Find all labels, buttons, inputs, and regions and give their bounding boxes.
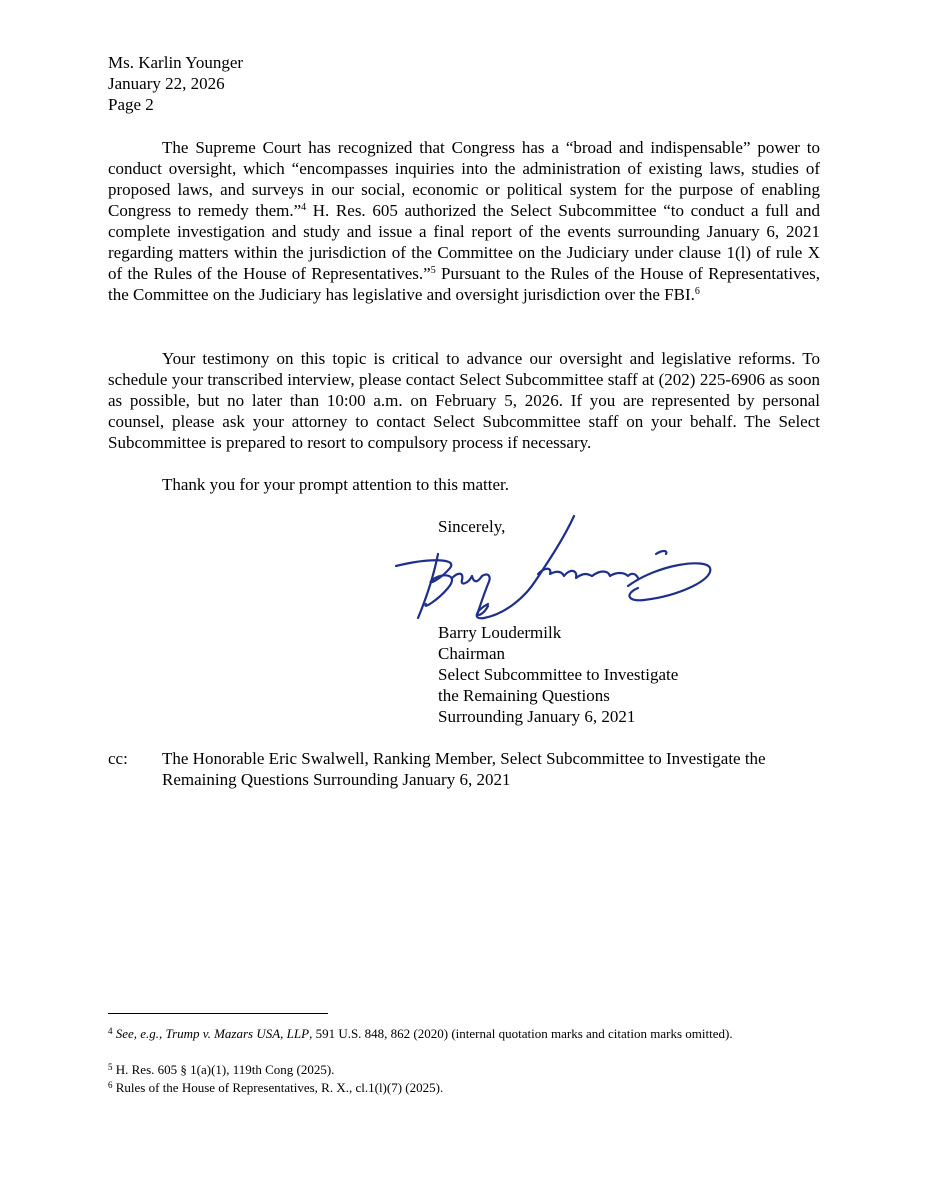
signer-name: Barry Loudermilk bbox=[438, 623, 562, 642]
paragraph-oversight-part-c: Pursuant to the Rules of the House of Representatives, the Committee on the Judiciary has legislative and oversight jurisdiction over the FBI. bbox=[108, 264, 821, 304]
footnote-4 bbox=[108, 1026, 820, 1042]
signer-title: Chairman bbox=[438, 644, 506, 663]
footnote-ref-4: 4 bbox=[301, 202, 307, 214]
paragraph-oversight bbox=[108, 137, 820, 305]
signer-org-line-1: Select Subcommittee to Investigate bbox=[438, 665, 679, 684]
page-number: Page 2 bbox=[108, 95, 154, 114]
footnote-6 bbox=[108, 1080, 820, 1096]
signer-org-line-3: Surrounding January 6, 2021 bbox=[438, 707, 636, 726]
recipient-name: Ms. Karlin Younger bbox=[108, 53, 244, 72]
signature-block bbox=[438, 622, 678, 727]
paragraph-testimony-text: Your testimony on this topic is critical to advance our oversight and legislative reforms. To schedule your transcribed interview, please contact Select Subcommittee staff at (202) 225-6906 as soon as possible, but no later than 10:00 a.m. on February 5, 2026. If you are represented by personal counsel, please ask your attorney to contact Select Subcommittee staff on your behalf. The Select Subcommittee is prepared to resort to compulsory process if necessary. bbox=[108, 349, 820, 452]
salutation-text: Sincerely, bbox=[438, 517, 506, 536]
letter-date: January 22, 2026 bbox=[108, 74, 225, 93]
footnote-4-number: 4 bbox=[108, 1025, 113, 1036]
signer-org-line-2: the Remaining Questions bbox=[438, 686, 610, 705]
footnote-5 bbox=[108, 1062, 820, 1078]
paragraph-oversight-part-b: H. Res. 605 authorized the Select Subcommittee “to conduct a full and complete investigation and study and issue a final report of the events surrounding January 6, 2021 regarding matters within the jurisdiction of the Committee on the Judiciary under clause 1(l) of rule X of the Rules of the House of Representatives.” bbox=[108, 201, 820, 283]
footnote-divider bbox=[108, 1013, 328, 1014]
paragraph-oversight-part-a: The Supreme Court has recognized that Congress has a “broad and indispensable” power to conduct oversight, which “encompasses inquiries into the administration of existing laws, studies of proposed laws, and surveys in our social, economic or political system for the purpose of enabling Congress to remedy them.” bbox=[108, 138, 820, 220]
paragraph-testimony bbox=[108, 348, 820, 453]
footnote-4-citation: See, e.g., Trump v. Mazars USA, LLP bbox=[115, 1026, 310, 1041]
paragraph-thanks bbox=[108, 474, 820, 495]
footnote-6-text: Rules of the House of Representatives, R. X., cl.1(l)(7) (2025). bbox=[115, 1080, 444, 1095]
handwritten-signature bbox=[388, 514, 728, 634]
paragraph-thanks-text: Thank you for your prompt attention to this matter. bbox=[162, 475, 510, 494]
footnote-ref-5: 5 bbox=[430, 265, 436, 277]
cc-recipients: The Honorable Eric Swalwell, Ranking Member, Select Subcommittee to Investigate the Remaining Questions Surrounding January 6, 2021 bbox=[162, 749, 766, 789]
footnote-5-text: H. Res. 605 § 1(a)(1), 119th Cong (2025). bbox=[115, 1062, 335, 1077]
footnote-6-number: 6 bbox=[108, 1079, 113, 1090]
footnote-4-text: , 591 U.S. 848, 862 (2020) (internal quotation marks and citation marks omitted). bbox=[309, 1026, 733, 1041]
footnote-ref-6: 6 bbox=[694, 286, 700, 298]
cc-label: cc: bbox=[108, 749, 128, 768]
footnote-5-number: 5 bbox=[108, 1061, 113, 1072]
